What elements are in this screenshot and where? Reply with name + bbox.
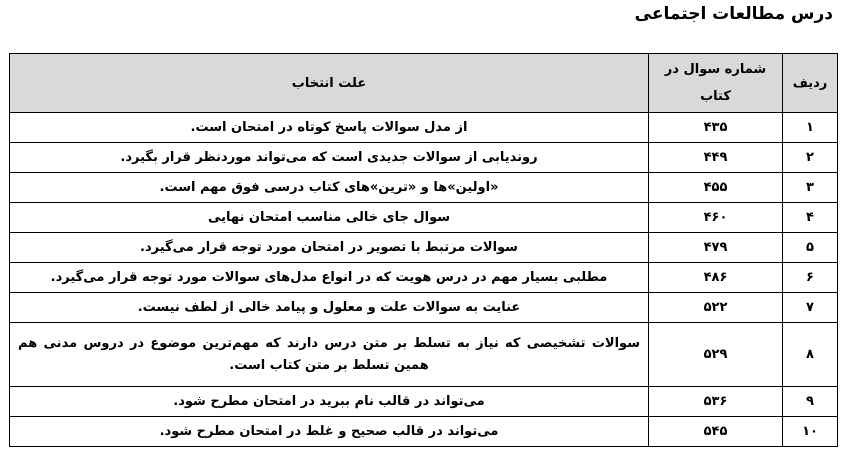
question-number: ۴۵۵ xyxy=(649,173,783,203)
selection-reason: روندیابی از سوالات جدیدی است که می‌تواند موردنظر قرار بگیرد. xyxy=(10,143,649,173)
question-number: ۵۳۶ xyxy=(649,387,783,417)
table-row xyxy=(10,263,838,293)
row-index: ۴ xyxy=(783,203,838,233)
table-row xyxy=(10,173,838,203)
page-title: درس مطالعات اجتماعی xyxy=(634,4,833,24)
question-number: ۴۴۹ xyxy=(649,143,783,173)
selection-reason: مطلبی بسیار مهم در درس هویت که در انواع مدل‌های سوالات مورد توجه قرار می‌گیرد. xyxy=(10,263,649,293)
table-row xyxy=(10,417,838,447)
question-number: ۴۳۵ xyxy=(649,113,783,143)
question-number: ۵۲۲ xyxy=(649,293,783,323)
table-row xyxy=(10,143,838,173)
selection-reason: «اولین»ها و «ترین»های کتاب درسی فوق مهم است. xyxy=(10,173,649,203)
row-index: ۹ xyxy=(783,387,838,417)
row-index: ۷ xyxy=(783,293,838,323)
row-index: ۱ xyxy=(783,113,838,143)
question-number: ۴۸۶ xyxy=(649,263,783,293)
table-row xyxy=(10,293,838,323)
table-row xyxy=(10,233,838,263)
row-index: ۸ xyxy=(783,323,838,387)
selection-reason: از مدل سوالات پاسخ کوتاه در امتحان است. xyxy=(10,113,649,143)
question-number: ۴۷۹ xyxy=(649,233,783,263)
selection-reason: سوالات تشخیصی که نیاز به تسلط بر متن درس دارند که مهم‌ترین موضوع در دروس مدنی هم همین تسلط بر متن کتاب است. xyxy=(10,323,649,387)
row-index: ۱۰ xyxy=(783,417,838,447)
row-index: ۳ xyxy=(783,173,838,203)
selection-reason: سوال جای خالی مناسب امتحان نهایی xyxy=(10,203,649,233)
row-index: ۲ xyxy=(783,143,838,173)
table-row xyxy=(10,387,838,417)
question-number: ۵۴۵ xyxy=(649,417,783,447)
table-row xyxy=(10,203,838,233)
selection-reason: می‌تواند در قالب نام ببرید در امتحان مطرح شود. xyxy=(10,387,649,417)
header-reason: علت انتخاب xyxy=(10,54,649,113)
selection-table xyxy=(9,53,838,447)
selection-reason: سوالات مرتبط با تصویر در امتحان مورد توجه قرار می‌گیرد. xyxy=(10,233,649,263)
header-row-index: ردیف xyxy=(783,54,838,113)
question-number: ۵۲۹ xyxy=(649,323,783,387)
table-row xyxy=(10,113,838,143)
table-header-row xyxy=(10,54,838,113)
row-index: ۶ xyxy=(783,263,838,293)
selection-reason: عنایت به سوالات علت و معلول و پیامد خالی از لطف نیست. xyxy=(10,293,649,323)
header-question-number: شماره سوال در کتاب xyxy=(649,54,783,113)
table-row xyxy=(10,323,838,387)
question-number: ۴۶۰ xyxy=(649,203,783,233)
row-index: ۵ xyxy=(783,233,838,263)
selection-reason: می‌تواند در قالب صحیح و غلط در امتحان مطرح شود. xyxy=(10,417,649,447)
